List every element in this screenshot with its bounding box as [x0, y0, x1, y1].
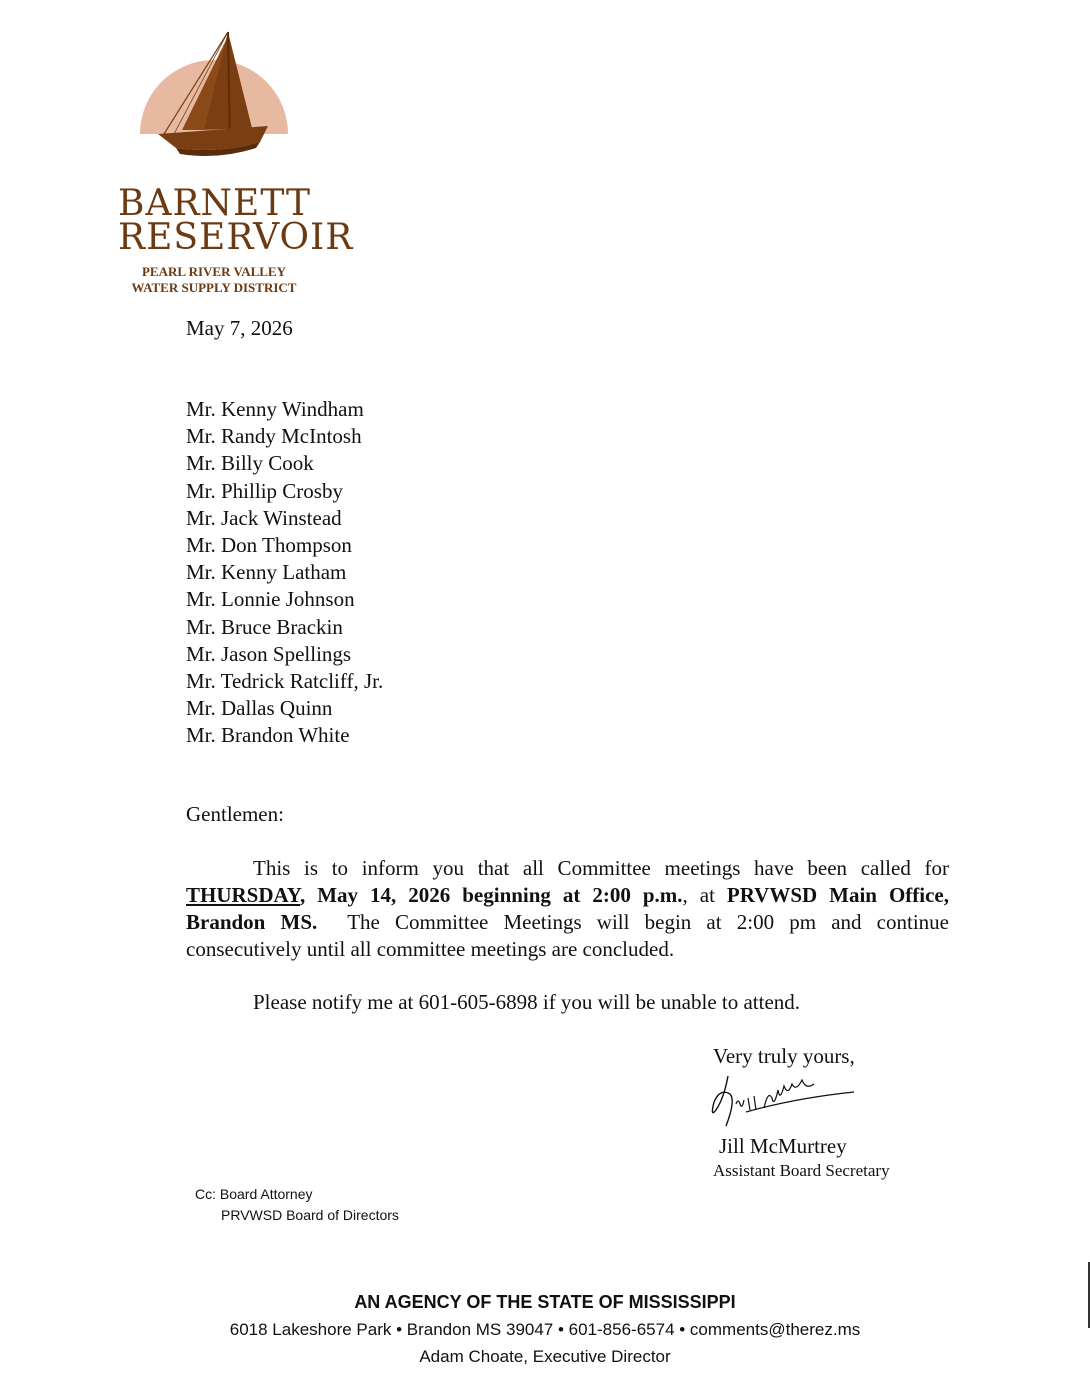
para-at: , at	[682, 883, 727, 907]
recipient: Mr. Phillip Crosby	[186, 478, 343, 503]
letter-date: May 7, 2026	[186, 316, 293, 340]
para-rest: The Committee Meetings will begin at 2:00 pm and continue consecutively until all committee meetings are concluded.	[186, 910, 955, 961]
salutation: Gentlemen:	[186, 802, 284, 826]
logo-name-line2: RESERVOIR	[118, 217, 354, 258]
logo-name-line1: BARNETT	[118, 183, 312, 224]
recipient: Mr. Dallas Quinn	[186, 696, 333, 721]
recipient-list	[186, 396, 383, 749]
cc-line: Cc: Board Attorney	[195, 1186, 313, 1202]
closing: Very truly yours,	[713, 1044, 855, 1068]
cc-block	[195, 1184, 399, 1226]
sailboat-sun-logo-icon	[118, 30, 310, 190]
body-paragraph-meeting	[186, 855, 955, 963]
recipient: Mr. Jack Winstead	[186, 505, 342, 530]
body-paragraph-notify: Please notify me at 601-605-6898 if you will be unable to attend.	[253, 990, 801, 1014]
para-intro: This is to inform you that all Committee meetings have been called for	[253, 856, 949, 880]
meeting-datetime: , May 14, 2026 beginning at 2:00 p.m.	[300, 883, 683, 907]
handwritten-signature	[706, 1068, 856, 1128]
footer-director: Adam Choate, Executive Director	[419, 1347, 671, 1366]
signer-name: Jill McMurtrey	[719, 1134, 847, 1158]
recipient: Mr. Brandon White	[186, 723, 350, 748]
recipient: Mr. Billy Cook	[186, 451, 314, 476]
logo-subtitle-line2: WATER SUPPLY DISTRICT	[131, 280, 297, 295]
recipient: Mr. Kenny Latham	[186, 560, 347, 585]
footer-address: 6018 Lakeshore Park • Brandon MS 39047 • 601-856-6574 • comments@therez.ms	[229, 1320, 861, 1339]
recipient: Mr. Randy McIntosh	[186, 424, 362, 449]
meeting-place: PRVWSD Main Office, Brandon MS.	[186, 883, 950, 934]
meeting-day: THURSDAY	[186, 883, 300, 907]
recipient: Mr. Bruce Brackin	[186, 614, 343, 639]
signer-title: Assistant Board Secretary	[713, 1161, 890, 1180]
cc-line: PRVWSD Board of Directors	[221, 1207, 399, 1223]
recipient: Mr. Jason Spellings	[186, 641, 352, 666]
recipient: Mr. Lonnie Johnson	[186, 587, 355, 612]
recipient: Mr. Kenny Windham	[186, 397, 364, 421]
letterhead-logo	[118, 30, 354, 295]
logo-subtitle-line1: PEARL RIVER VALLEY	[141, 264, 286, 279]
recipient: Mr. Tedrick Ratcliff, Jr.	[186, 668, 384, 693]
recipient: Mr. Don Thompson	[186, 532, 352, 557]
footer-agency: AN AGENCY OF THE STATE OF MISSISSIPPI	[354, 1292, 736, 1312]
